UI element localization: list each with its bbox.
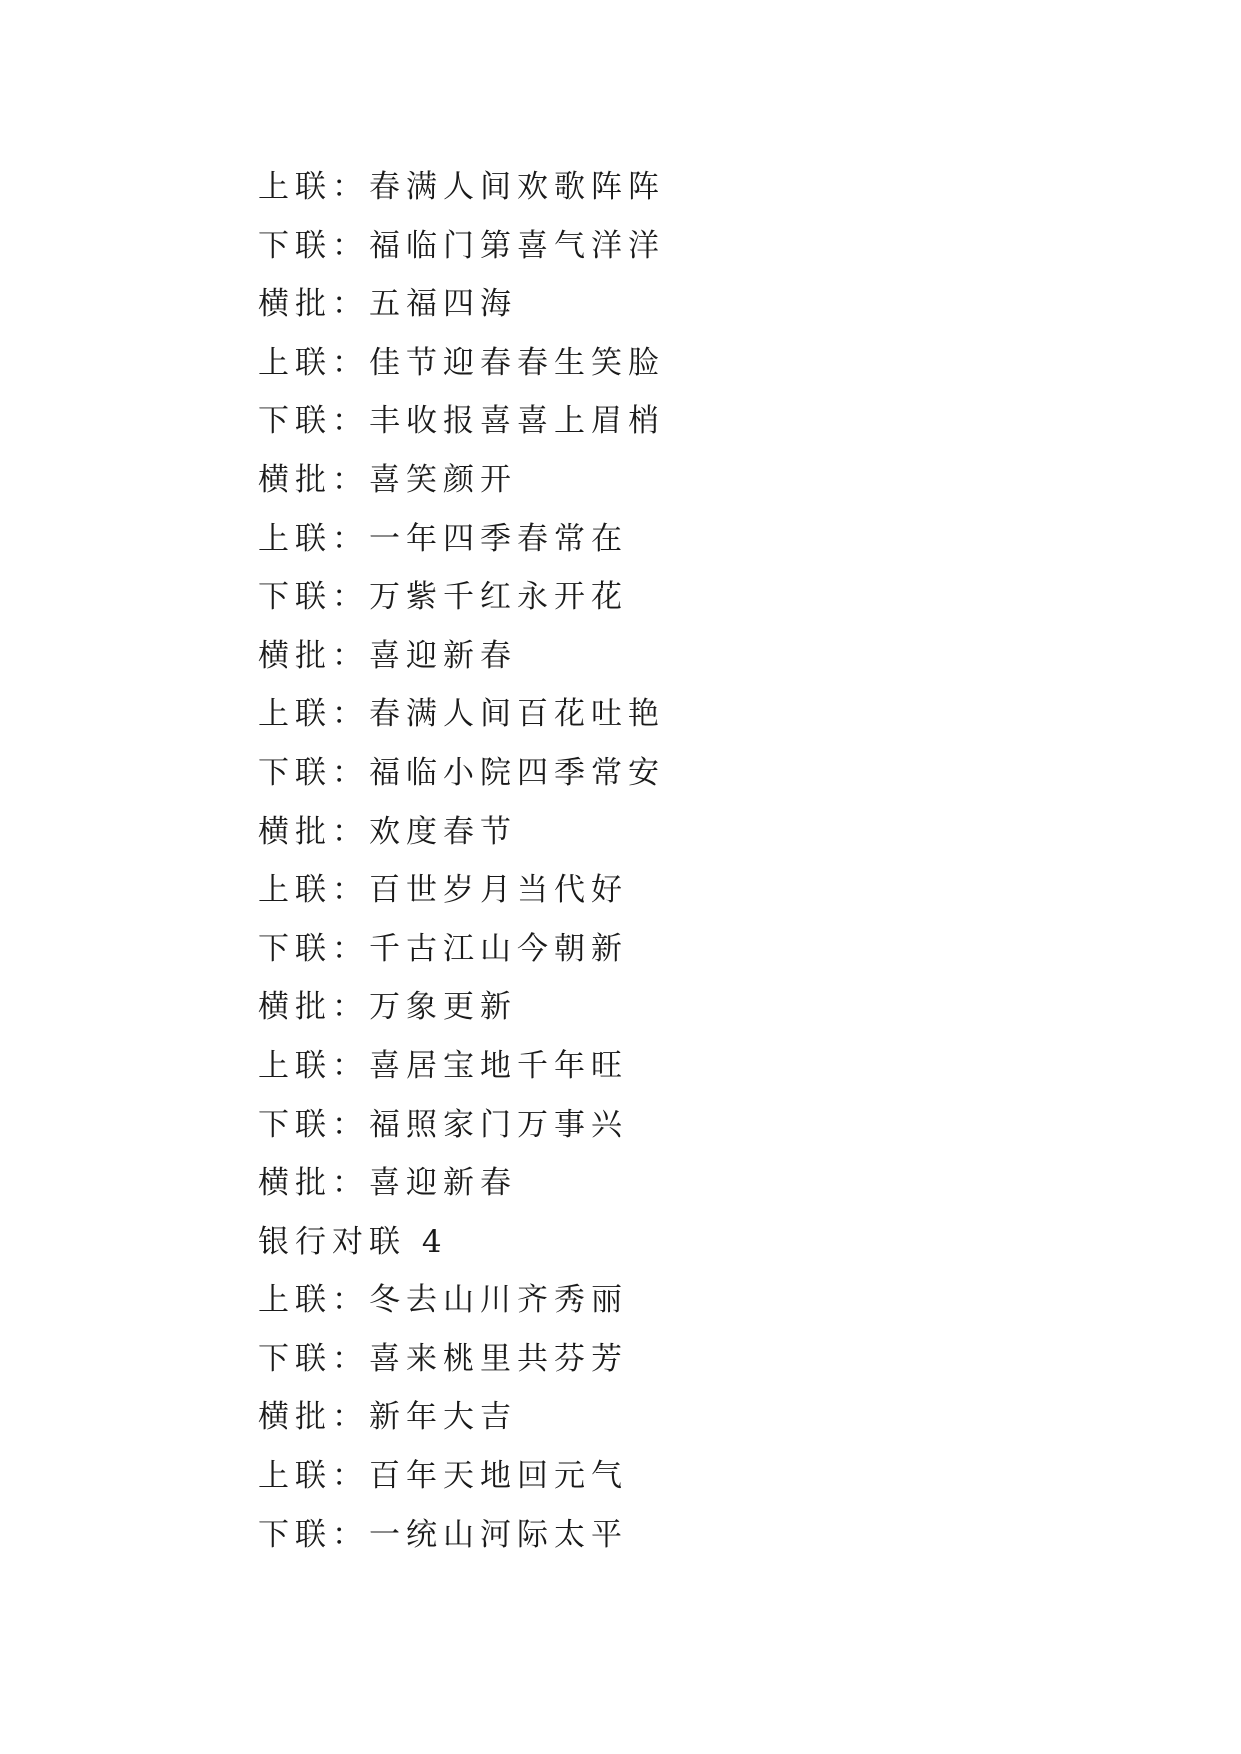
text-line: 上联：一年四季春常在 xyxy=(258,520,628,557)
text-line: 下联：千古江山今朝新 xyxy=(258,930,628,967)
text-line: 下联：丰收报喜喜上眉梢 xyxy=(258,403,665,440)
couplet-text-block xyxy=(258,158,1058,1564)
text-line: 上联：佳节迎春春生笑脸 xyxy=(258,344,665,381)
text-line: 下联：福临小院四季常安 xyxy=(258,754,665,791)
text-line: 上联：百世岁月当代好 xyxy=(258,872,628,909)
text-line: 上联：百年天地回元气 xyxy=(258,1458,628,1495)
text-line: 下联：福照家门万事兴 xyxy=(258,1106,628,1143)
text-line: 横批：五福四海 xyxy=(258,286,517,323)
text-line: 下联：福临门第喜气洋洋 xyxy=(258,227,665,264)
text-line: 横批：喜迎新春 xyxy=(258,1165,517,1202)
text-line: 下联：喜来桃里共芬芳 xyxy=(258,1340,628,1377)
text-line: 横批：喜迎新春 xyxy=(258,637,517,674)
text-line: 横批：新年大吉 xyxy=(258,1399,517,1436)
text-line: 上联：喜居宝地千年旺 xyxy=(258,1047,628,1084)
text-line: 下联：万紫千红永开花 xyxy=(258,579,628,616)
section-heading: 银行对联 4 xyxy=(258,1223,448,1260)
text-line: 横批：喜笑颜开 xyxy=(258,461,517,498)
text-line: 下联：一统山河际太平 xyxy=(258,1516,628,1553)
text-line: 上联：春满人间欢歌阵阵 xyxy=(258,169,665,205)
text-line: 横批：欢度春节 xyxy=(258,813,517,850)
text-line: 上联：春满人间百花吐艳 xyxy=(258,696,665,733)
text-line: 上联：冬去山川齐秀丽 xyxy=(258,1282,628,1319)
text-line: 横批：万象更新 xyxy=(258,989,517,1026)
